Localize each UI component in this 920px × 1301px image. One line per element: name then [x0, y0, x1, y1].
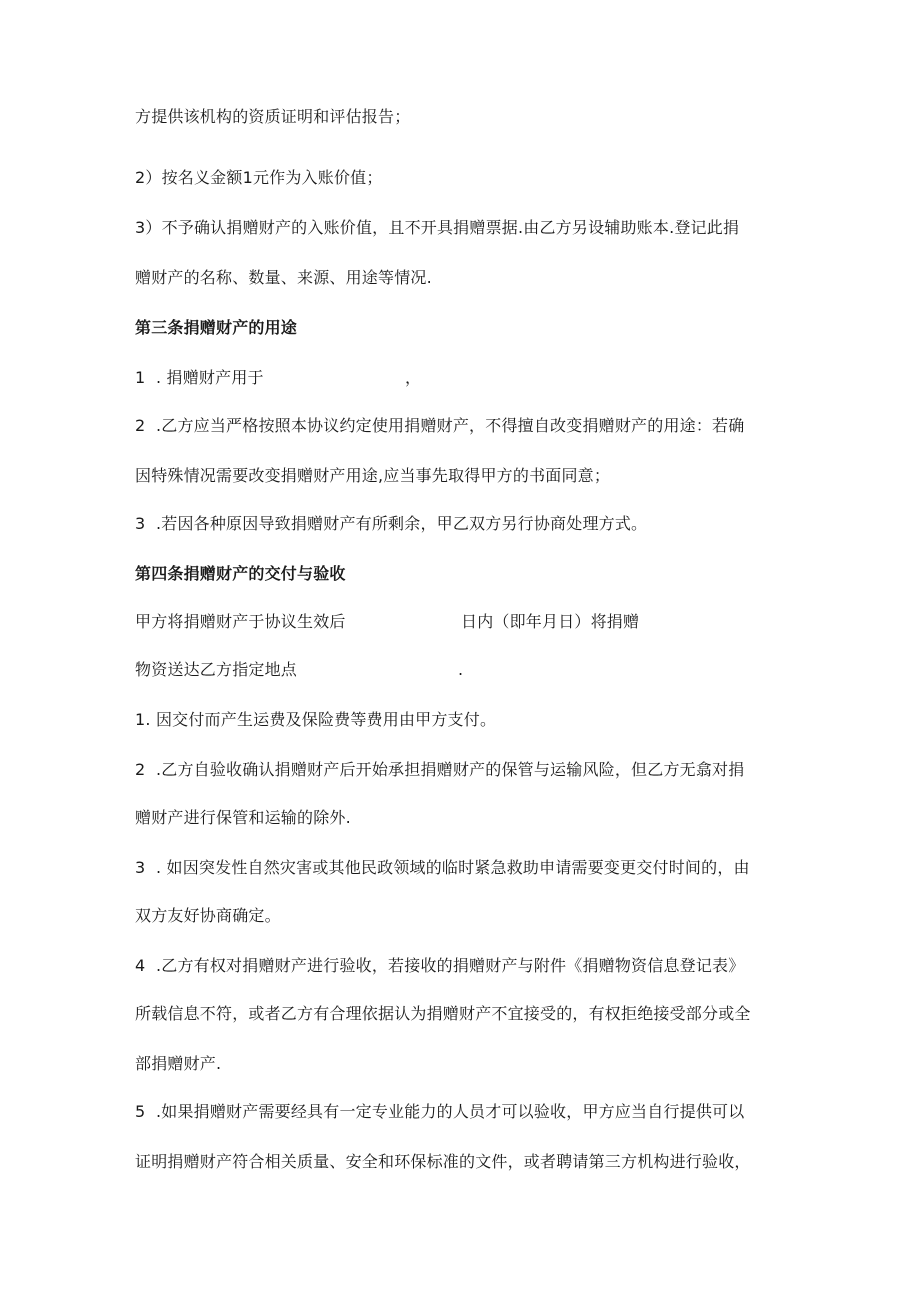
text-line: 甲方将捐赠财产于协议生效后 [135, 612, 346, 631]
text-line: 1 . 捐赠财产用于 [135, 368, 264, 387]
text-line: 2 .乙方自验收确认捐赠财产后开始承担捐赠财产的保管与运输风险，但乙方无翕对捐 [135, 760, 745, 779]
text-line: 3 . 如因突发性自然灾害或其他民政领域的临时紧急救助申请需要变更交付时间的，由 [135, 858, 750, 877]
text-line: 所载信息不符，或者乙方有合理依据认为捐赠财产不宜接受的，有权拒绝接受部分或全 [135, 1004, 751, 1023]
text-line: 赠财产的名称、数量、来源、用途等情况. [135, 268, 432, 287]
text-line: 3 .若因各种原因导致捐赠财产有所剩余，甲乙双方另行协商处理方式。 [135, 514, 648, 533]
text-line: 日内（即年月日）将捐赠 [461, 612, 640, 631]
text-line: 赠财产进行保管和运输的除外. [135, 808, 351, 827]
text-line: 4 .乙方有权对捐赠财产进行验收，若接收的捐赠财产与附件《捐赠物资信息登记表》 [135, 956, 745, 975]
text-line: 5 .如果捐赠财产需要经具有一定专业能力的人员才可以验收，甲方应当自行提供可以 [135, 1102, 745, 1121]
text-line: 3）不予确认捐赠财产的入账价值，且不开具捐赠票据.由乙方另设辅助账本.登记此捐 [135, 218, 740, 237]
text-line: 2 .乙方应当严格按照本协议约定使用捐赠财产，不得擅自改变捐赠财产的用途：若确 [135, 416, 745, 435]
text-line: ， [405, 368, 422, 387]
text-line: 双方友好协商确定。 [135, 906, 281, 925]
text-line: 2）按名义金额1元作为入账价值； [135, 168, 383, 187]
text-line: . [458, 660, 464, 679]
text-line: 部捐赠财产. [135, 1054, 222, 1073]
text-line: 方提供该机构的资质证明和评估报告； [135, 107, 411, 126]
text-line: 1. 因交付而产生运费及保险费等费用由甲方支付。 [135, 710, 497, 729]
section-heading: 第四条捐赠财产的交付与验收 [135, 564, 346, 583]
text-line: 因特殊情况需要改变捐赠财产用途,应当事先取得甲方的书面同意； [135, 466, 611, 485]
text-line: 物资送达乙方指定地点 [135, 660, 298, 679]
section-heading: 第三条捐赠财产的用途 [135, 318, 298, 337]
text-line: 证明捐赠财产符合相关质量、安全和环保标准的文件，或者聘请第三方机构进行验收， [135, 1152, 751, 1171]
